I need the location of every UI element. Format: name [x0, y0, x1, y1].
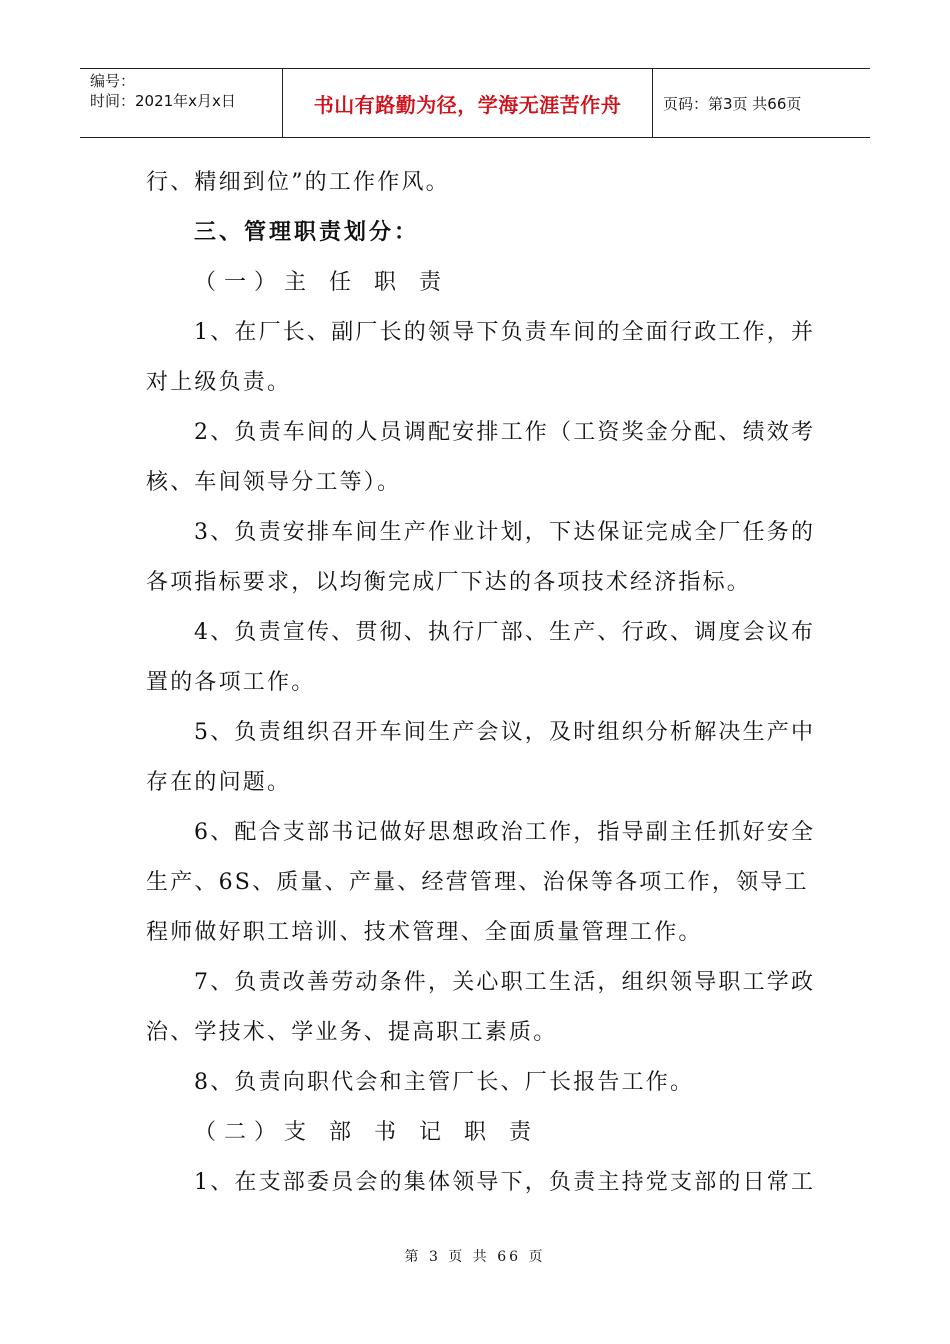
page-info: 页码：第3页 共66页 [663, 94, 802, 113]
text-line: 存在的问题。 [146, 770, 292, 795]
header-left-cell [80, 69, 283, 137]
text-line: 6、配合支部书记做好思想政治工作，指导副主任抓好安全 [194, 820, 816, 845]
text-line: 对上级负责。 [146, 370, 292, 395]
text-line: 核、车间领导分工等）。 [146, 470, 402, 495]
text-line: 2、负责车间的人员调配安排工作（工资奖金分配、绩效考 [194, 420, 816, 445]
text-line: 8、负责向职代会和主管厂长、厂长报告工作。 [194, 1070, 695, 1095]
subsection-heading: （二）支 部 书 记 职 责 [194, 1120, 539, 1145]
subsection-heading: （一）主 任 职 责 [194, 270, 449, 295]
text-line: 1、在支部委员会的集体领导下，负责主持党支部的日常工 [194, 1170, 816, 1195]
text-line: 生产、6S、质量、产量、经营管理、治保等各项工作，领导工 [146, 870, 809, 895]
document-body [146, 158, 816, 1208]
header-table [80, 68, 870, 138]
page-footer: 第 3 页 共 66 页 [404, 1249, 546, 1265]
motto: 书山有路勤为径，学海无涯苦作舟 [283, 69, 653, 137]
section-heading: 三、管理职责划分： [194, 220, 420, 245]
number-label: 编号： [90, 72, 136, 90]
text-line: 5、负责组织召开车间生产会议，及时组织分析解决生产中 [194, 720, 816, 745]
text-line: 7、负责改善劳动条件，关心职工生活，组织领导职工学政 [194, 970, 816, 995]
date-label: 时间：2021年x月x日 [90, 92, 236, 110]
text-line: 行、精细到位”的工作作风。 [146, 170, 450, 195]
text-line: 程师做好职工培训、技术管理、全面质量管理工作。 [146, 920, 703, 945]
text-line: 4、负责宣传、贯彻、执行厂部、生产、行政、调度会议布 [194, 620, 816, 645]
text-line: 置的各项工作。 [146, 670, 316, 695]
text-line: 1、在厂长、副厂长的领导下负责车间的全面行政工作，并 [194, 320, 816, 345]
text-line: 3、负责安排车间生产作业计划，下达保证完成全厂任务的 [194, 520, 816, 545]
text-line: 各项指标要求，以均衡完成厂下达的各项技术经济指标。 [146, 570, 752, 595]
text-line: 治、学技术、学业务、提高职工素质。 [146, 1020, 558, 1045]
